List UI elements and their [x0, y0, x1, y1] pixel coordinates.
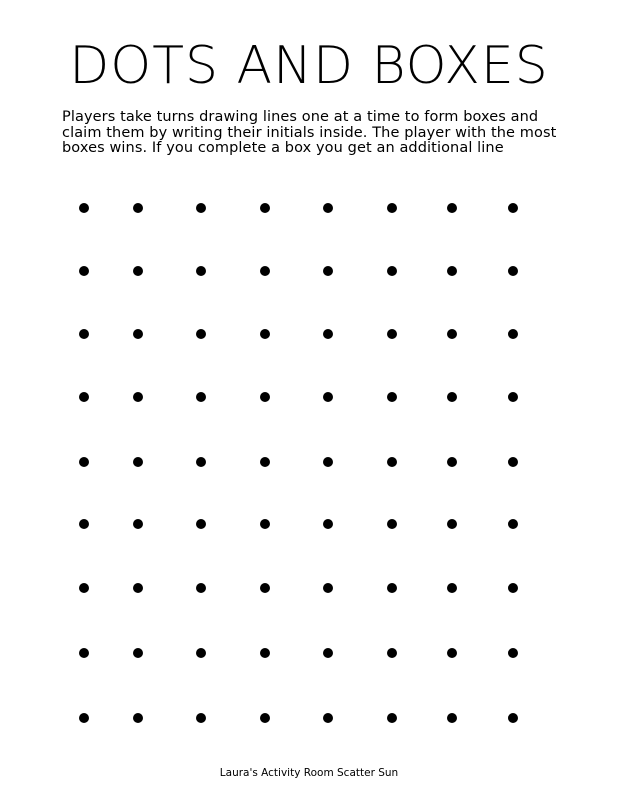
grid-dot[interactable] [196, 203, 206, 213]
grid-dot[interactable] [133, 519, 143, 529]
grid-dot[interactable] [260, 713, 270, 723]
grid-dot[interactable] [79, 457, 89, 467]
grid-dot[interactable] [447, 713, 457, 723]
grid-dot[interactable] [387, 266, 397, 276]
grid-dot[interactable] [447, 519, 457, 529]
game-instructions: Players take turns drawing lines one at a time to form boxes and claim them by writing their initials inside. The player with the most boxes wins. If you complete a box you get an additional line [62, 109, 557, 156]
grid-dot[interactable] [260, 392, 270, 402]
grid-dot[interactable] [133, 713, 143, 723]
grid-dot[interactable] [196, 266, 206, 276]
grid-dot[interactable] [387, 457, 397, 467]
page-title: DOTS AND BOXES [69, 36, 549, 96]
grid-dot[interactable] [508, 392, 518, 402]
grid-dot[interactable] [323, 457, 333, 467]
grid-dot[interactable] [387, 329, 397, 339]
grid-dot[interactable] [387, 583, 397, 593]
grid-dot[interactable] [133, 392, 143, 402]
grid-dot[interactable] [508, 713, 518, 723]
grid-dot[interactable] [133, 266, 143, 276]
grid-dot[interactable] [196, 648, 206, 658]
grid-dot[interactable] [196, 713, 206, 723]
grid-dot[interactable] [447, 648, 457, 658]
grid-dot[interactable] [79, 648, 89, 658]
grid-dot[interactable] [387, 203, 397, 213]
grid-dot[interactable] [447, 329, 457, 339]
grid-dot[interactable] [447, 457, 457, 467]
grid-dot[interactable] [260, 519, 270, 529]
grid-dot[interactable] [79, 519, 89, 529]
grid-dot[interactable] [260, 203, 270, 213]
grid-dot[interactable] [387, 648, 397, 658]
grid-dot[interactable] [79, 583, 89, 593]
grid-dot[interactable] [508, 519, 518, 529]
grid-dot[interactable] [447, 392, 457, 402]
grid-dot[interactable] [133, 648, 143, 658]
grid-dot[interactable] [508, 457, 518, 467]
grid-dot[interactable] [387, 392, 397, 402]
grid-dot[interactable] [79, 266, 89, 276]
grid-dot[interactable] [196, 457, 206, 467]
grid-dot[interactable] [323, 713, 333, 723]
grid-dot[interactable] [196, 519, 206, 529]
grid-dot[interactable] [196, 392, 206, 402]
grid-dot[interactable] [508, 583, 518, 593]
grid-dot[interactable] [323, 203, 333, 213]
grid-dot[interactable] [133, 203, 143, 213]
grid-dot[interactable] [323, 392, 333, 402]
grid-dot[interactable] [260, 457, 270, 467]
grid-dot[interactable] [260, 329, 270, 339]
grid-dot[interactable] [133, 329, 143, 339]
grid-dot[interactable] [196, 583, 206, 593]
grid-dot[interactable] [508, 329, 518, 339]
grid-dot[interactable] [387, 519, 397, 529]
grid-dot[interactable] [260, 583, 270, 593]
grid-dot[interactable] [196, 329, 206, 339]
grid-dot[interactable] [260, 266, 270, 276]
grid-dot[interactable] [79, 392, 89, 402]
grid-dot[interactable] [323, 329, 333, 339]
footer-credit: Laura's Activity Room Scatter Sun [219, 767, 399, 779]
grid-dot[interactable] [323, 583, 333, 593]
grid-dot[interactable] [447, 266, 457, 276]
grid-dot[interactable] [508, 203, 518, 213]
grid-dot[interactable] [79, 203, 89, 213]
grid-dot[interactable] [387, 713, 397, 723]
grid-dot[interactable] [323, 519, 333, 529]
grid-dot[interactable] [79, 713, 89, 723]
grid-dot[interactable] [508, 648, 518, 658]
grid-dot[interactable] [133, 457, 143, 467]
grid-dot[interactable] [133, 583, 143, 593]
grid-dot[interactable] [260, 648, 270, 658]
grid-dot[interactable] [508, 266, 518, 276]
grid-dot[interactable] [79, 329, 89, 339]
grid-dot[interactable] [447, 203, 457, 213]
grid-dot[interactable] [323, 648, 333, 658]
grid-dot[interactable] [447, 583, 457, 593]
grid-dot[interactable] [323, 266, 333, 276]
